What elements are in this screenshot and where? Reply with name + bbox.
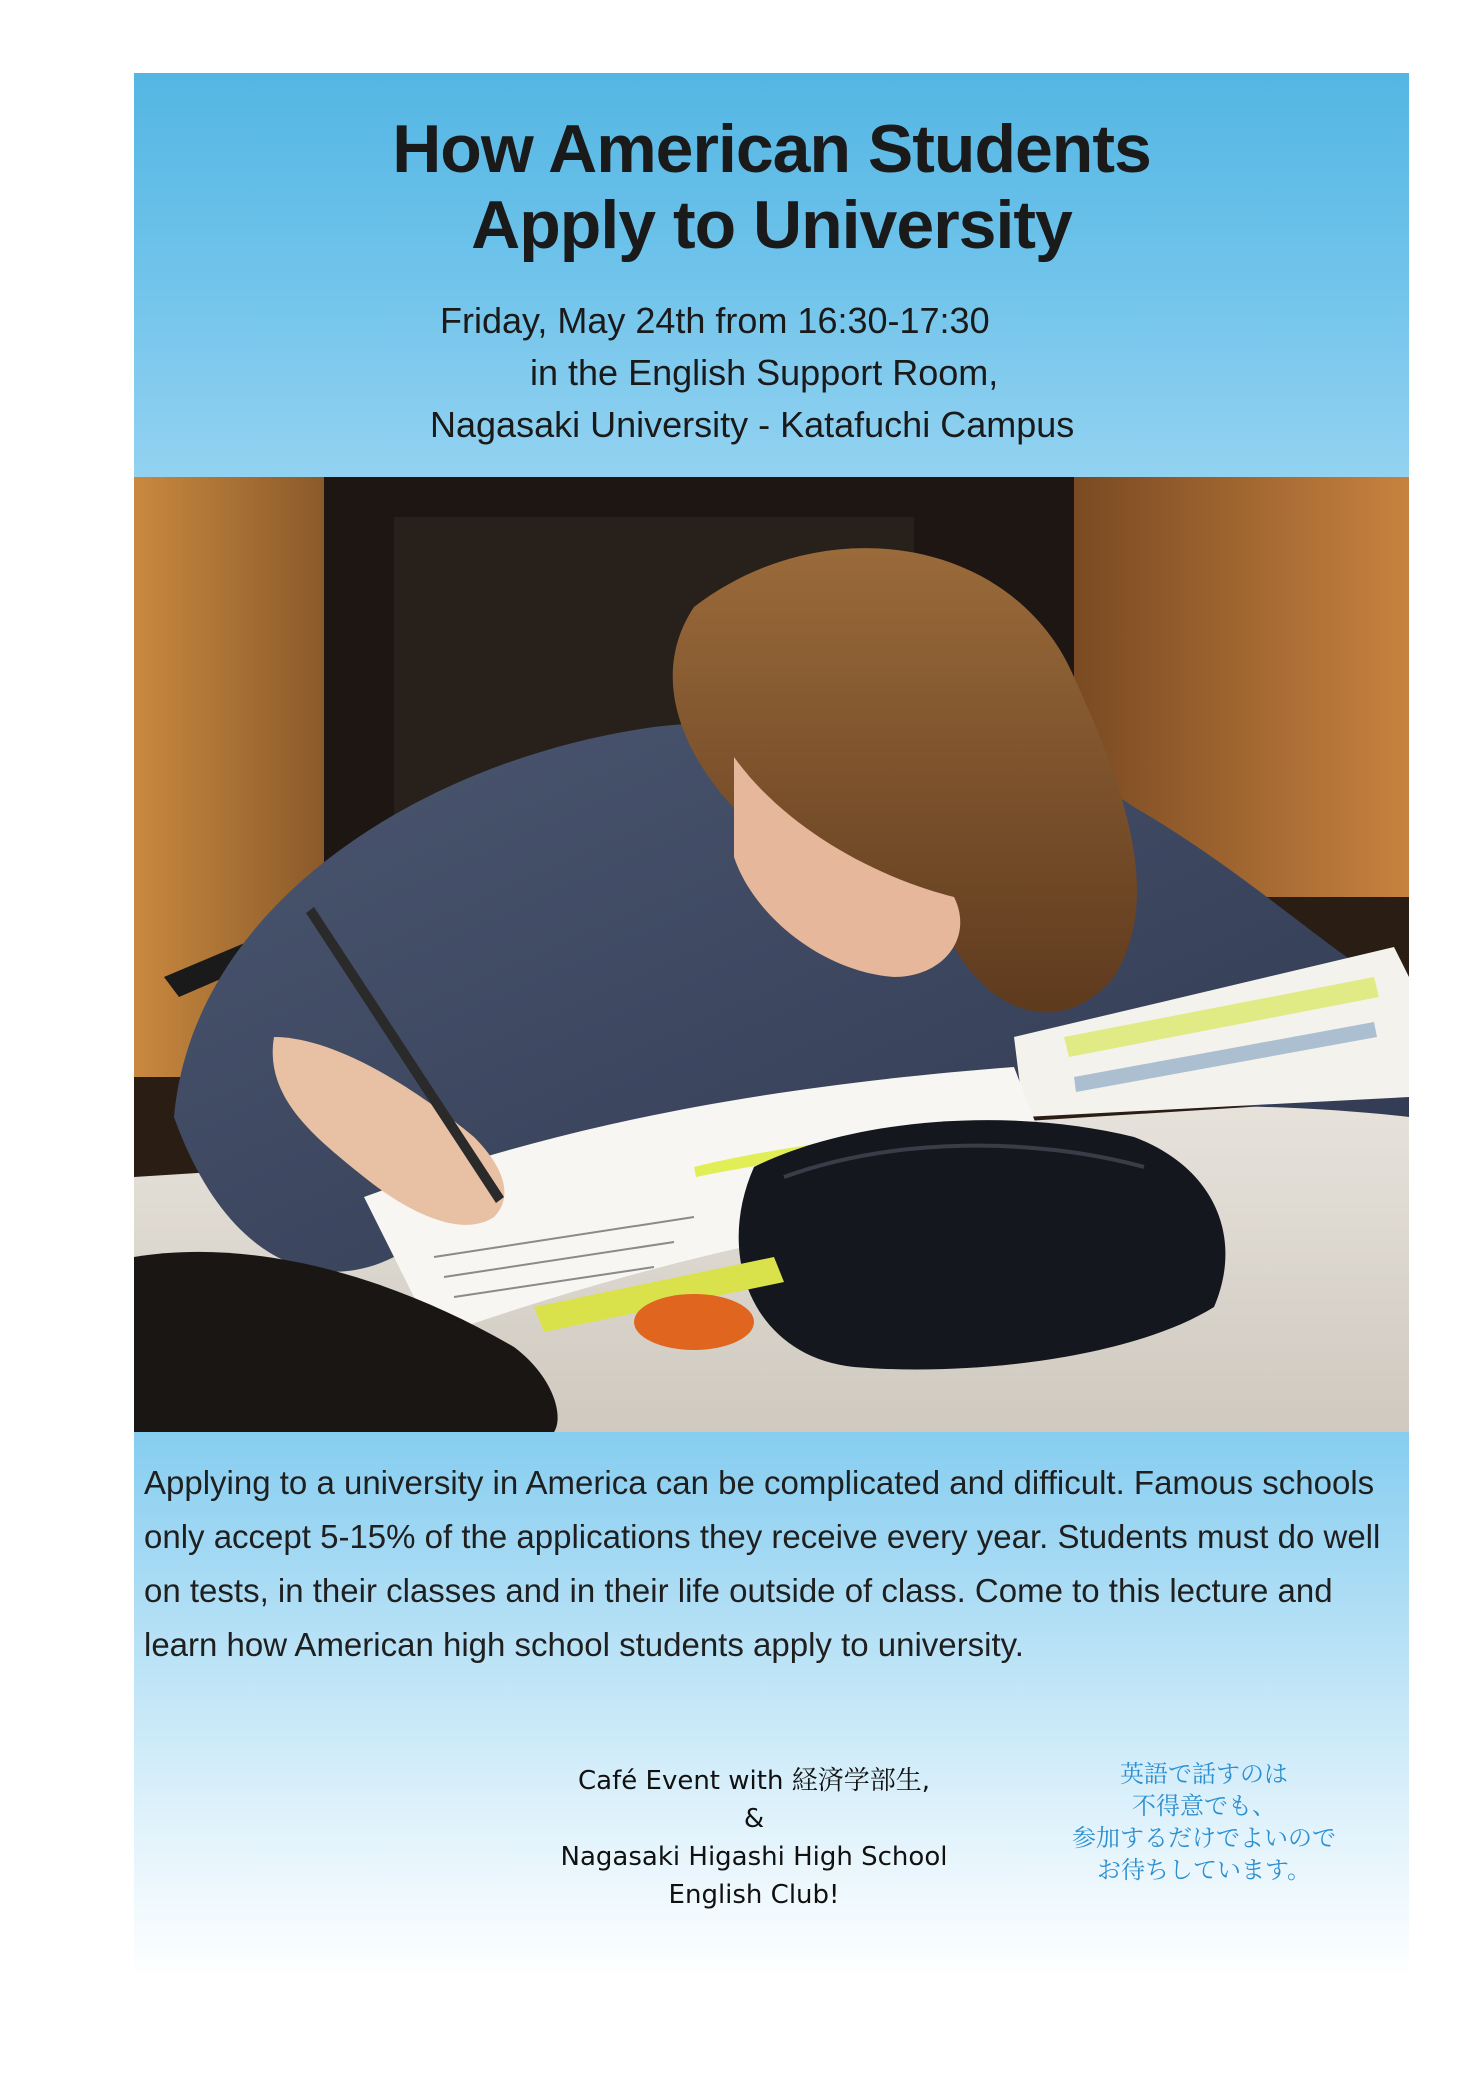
japanese-invitation [1014,1758,1394,1886]
cafe-line: Nagasaki Higashi High School [560,1842,948,1872]
poster-title-line: Apply to University [471,187,1072,263]
poster-title [134,111,1409,263]
cafe-line: English Club! [668,1880,840,1910]
event-description: Applying to a university in America can be complicated and difficult. Famous schools only accept 5-15% of the applications they receive every year. Students must do well on tests, in their classes and in their life outside of class. Come to this lecture and learn how American high school students apply to university. [144,1464,1381,1663]
poster-header [134,73,1409,477]
event-campus: Nagasaki University - Katafuchi Campus [430,404,1075,445]
event-date-time: Friday, May 24th from 16:30-17:30 [440,300,990,341]
japanese-line: お待ちしています。 [1096,1856,1312,1884]
japanese-line: 不得意でも、 [1132,1792,1276,1820]
poster-lower-section [134,1432,1409,1978]
cafe-line: & [743,1804,765,1834]
poster-title-line: How American Students [392,111,1151,187]
event-room: in the English Support Room, [530,352,999,393]
cafe-line: Café Event with 経済学部生, [578,1766,930,1796]
cafe-event-note [494,1762,1014,1914]
japanese-line: 参加するだけでよいので [1072,1824,1336,1852]
student-photo [134,477,1409,1432]
event-poster [134,73,1409,1978]
japanese-line: 英語で話すのは [1120,1760,1288,1788]
